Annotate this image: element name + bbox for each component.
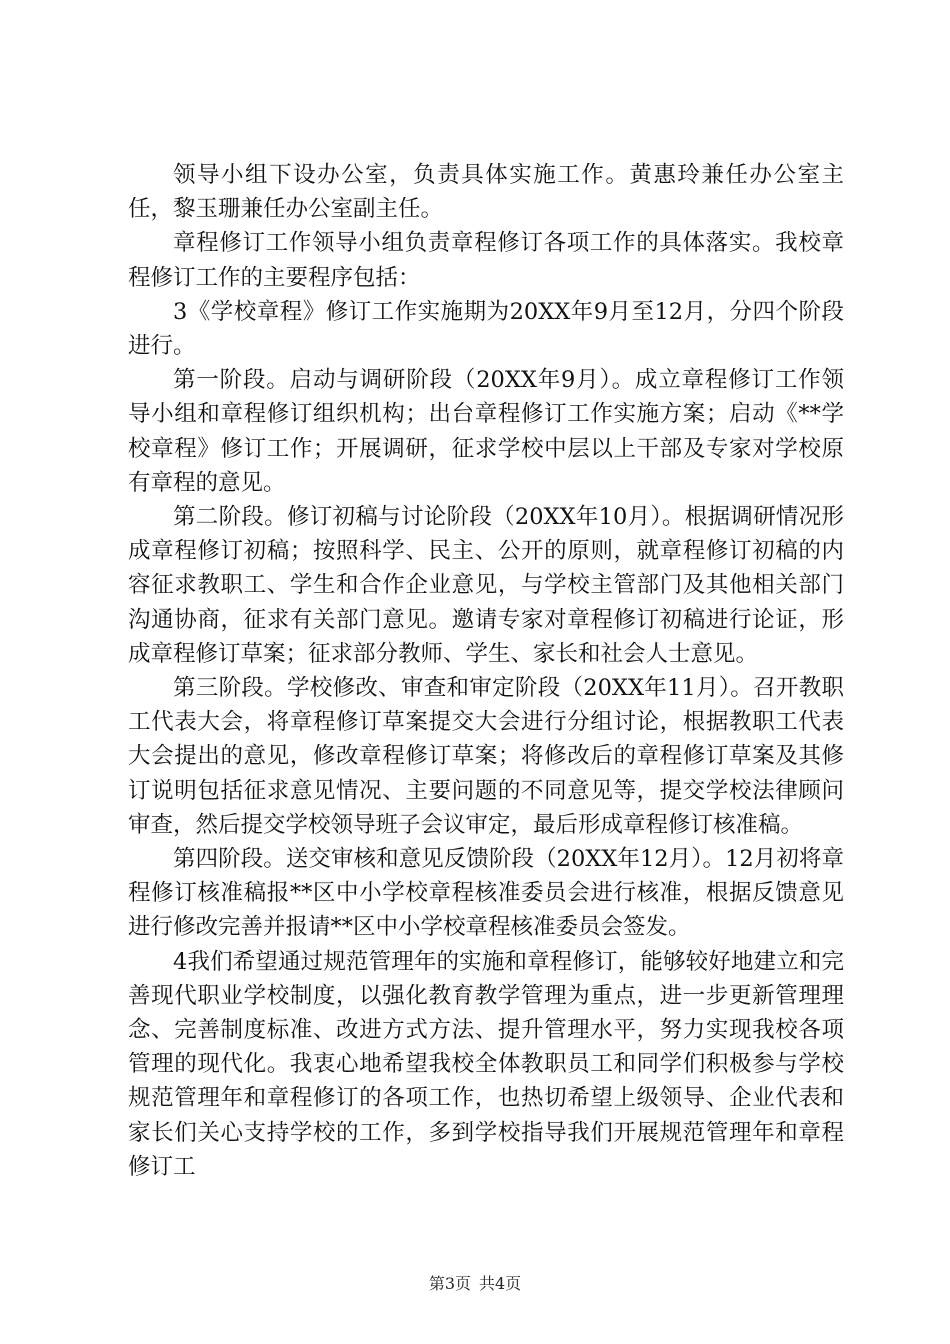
page-number: 第3页: [428, 1274, 471, 1293]
paragraph-stage-four: 第四阶段。送交审核和意见反馈阶段（20XX年12月）。12月初将章程修订核准稿报**区中小学校章程核准委员会进行核准，根据反馈意见进行修改完善并报请**区中小学校章程核准委员会签发。: [128, 846, 844, 941]
paragraph-office-setup: 领导小组下设办公室，负责具体实施工作。黄惠玲兼任办公室主任，黎玉珊兼任办公室副主任。: [128, 162, 844, 223]
page-total: 共4页: [479, 1274, 522, 1293]
paragraph-implementation-period: 3《学校章程》修订工作实施期为20XX年9月至12月，分四个阶段进行。: [128, 298, 844, 360]
paragraph-stage-three: 第三阶段。学校修改、审查和审定阶段（20XX年11月）。召开教职工代表大会，将章程修订草案提交大会进行分组讨论，根据教职工代表大会提出的意见，修改章程修订草案；将修改后的章程修订草案及其修订说明包括征求意见情况、主要问题的不同意见等，提交学校法律顾问审查，然后提交学校领导班子会议审定，最后形成章程修订核准稿。: [128, 675, 844, 838]
paragraph-stage-one: 第一阶段。启动与调研阶段（20XX年9月）。成立章程修订工作领导小组和章程修订组织机构；出台章程修订工作实施方案；启动《**学校章程》修订工作；开展调研，征求学校中层以上干部及专家对学校原有章程的意见。: [128, 367, 844, 496]
document-body: [128, 158, 844, 1184]
paragraph-closing-hopes: 4我们希望通过规范管理年的实施和章程修订，能够较好地建立和完善现代职业学校制度，以强化教育教学管理为重点，进一步更新管理理念、完善制度标准、改进方式方法、提升管理水平，努力实现我校各项管理的现代化。我衷心地希望我校全体教职员工和同学们积极参与学校规范管理年和章程修订的各项工作，也热切希望上级领导、企业代表和家长们关心支持学校的工作，多到学校指导我们开展规范管理年和章程修订工: [128, 948, 844, 1180]
paragraph-procedure-intro: 章程修订工作领导小组负责章程修订各项工作的具体落实。我校章程修订工作的主要程序包括：: [128, 230, 844, 291]
paragraph-stage-two: 第二阶段。修订初稿与讨论阶段（20XX年10月）。根据调研情况形成章程修订初稿；按照科学、民主、公开的原则，就章程修订初稿的内容征求教职工、学生和合作企业意见，与学校主管部门及其他相关部门沟通协商，征求有关部门意见。邀请专家对章程修订初稿进行论证，形成章程修订草案；征求部分教师、学生、家长和社会人士意见。: [128, 504, 844, 667]
page-footer: [0, 1271, 950, 1294]
